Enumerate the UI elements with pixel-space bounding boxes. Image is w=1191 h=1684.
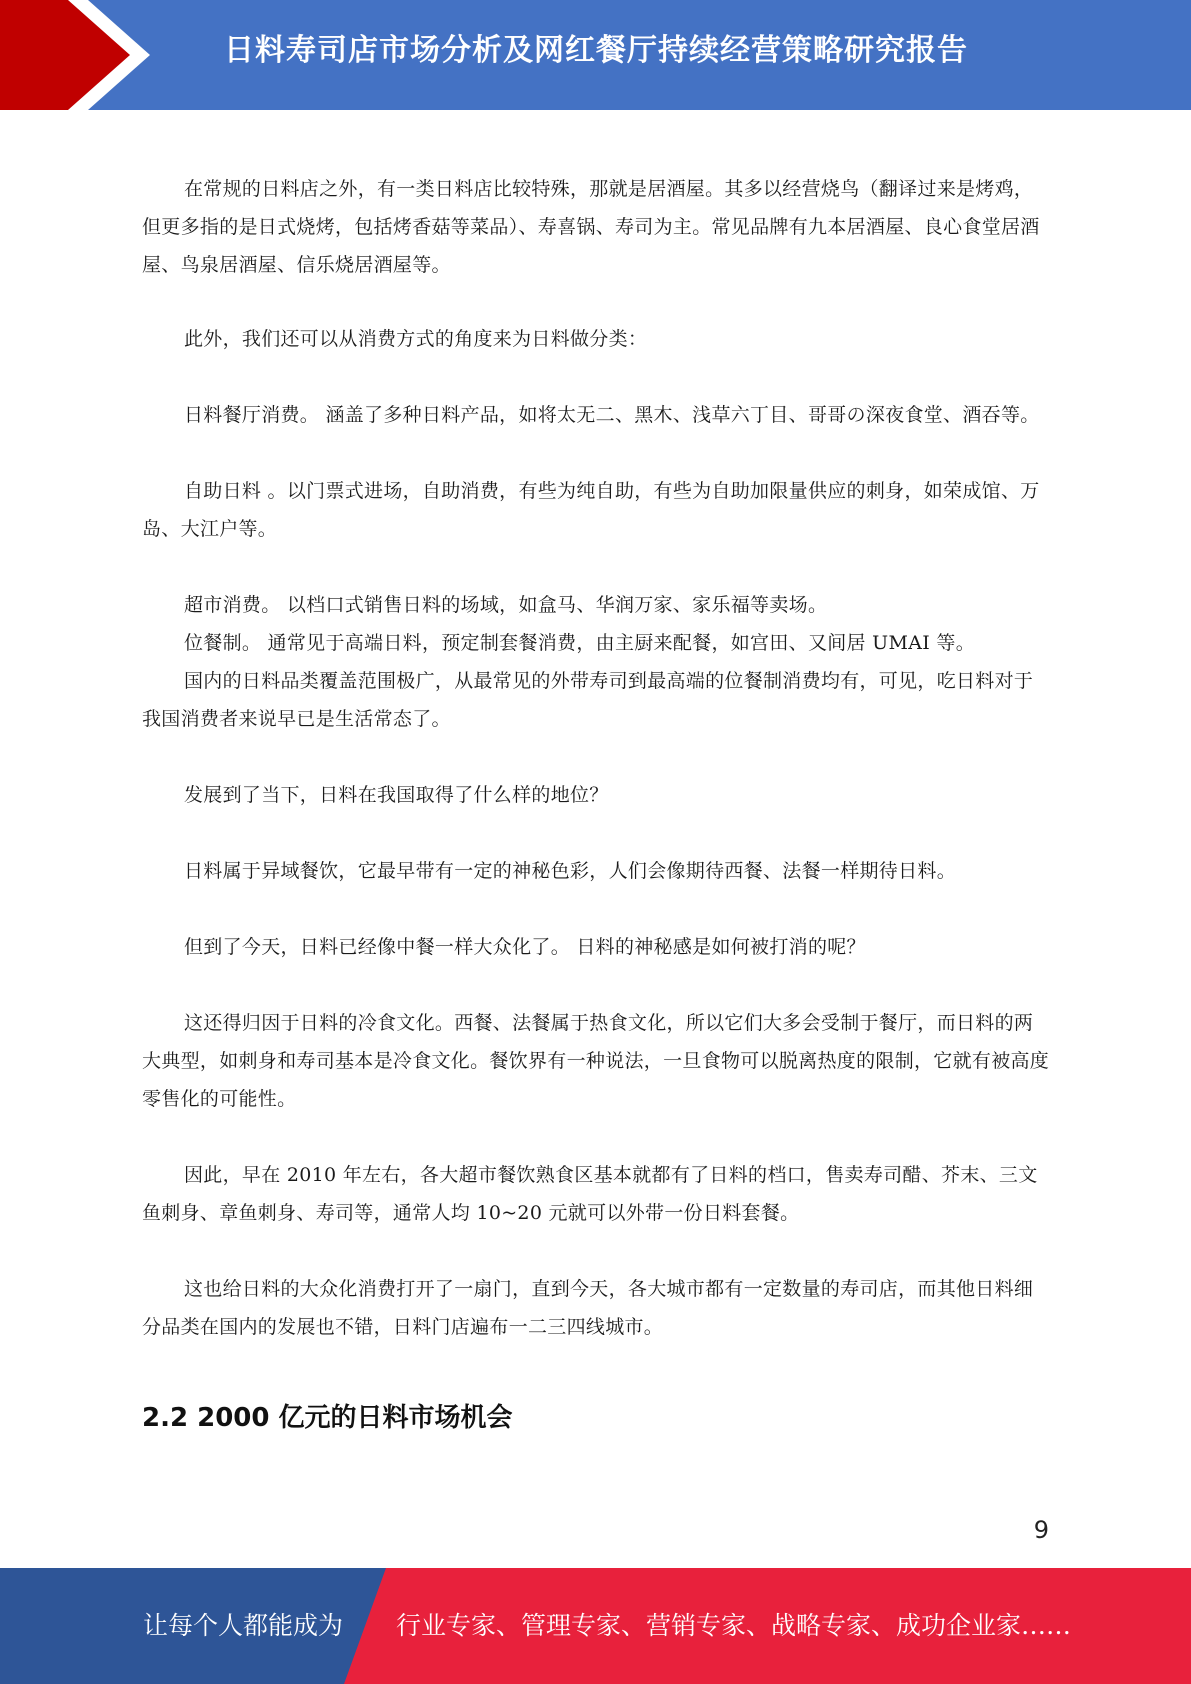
paragraph-omakase: 位餐制。 通常见于高端日料，预定制套餐消费，由主厨来配餐，如宫田、又间居 UMAI 等。 (184, 632, 976, 654)
paragraph-supermarket-history: 因此，早在 2010 年左右，各大超市餐饮熟食区基本就都有了日料的档口，售卖寿司醋、芥末、三文鱼刺身、章鱼刺身、寿司等，通常人均 10~20 元就可以外带一份日料套餐。 (142, 1164, 1038, 1224)
paragraph-status-question: 发展到了当下，日料在我国取得了什么样的地位？ (184, 784, 609, 806)
paragraph-cold-food: 这还得归因于日料的冷食文化。西餐、法餐属于热食文化，所以它们大多会受制于餐厅，而日料的两大典型，如刺身和寿司基本是冷食文化。餐饮界有一种说法，一旦食物可以脱离热度的限制，它就有被高度零售化的可能性。 (142, 1012, 1050, 1110)
page-footer (0, 1568, 1191, 1684)
footer-slogan-right: 行业专家、管理专家、营销专家、战略专家、成功企业家…… (396, 1611, 1072, 1640)
paragraph-mass-consumption: 这也给日料的大众化消费打开了一扇门，直到今天，各大城市都有一定数量的寿司店，而其他日料细分品类在国内的发展也不错，日料门店遍布一二三四线城市。 (142, 1278, 1034, 1338)
paragraph-classification-intro: 此外，我们还可以从消费方式的角度来为日料做分类： (184, 328, 648, 350)
document-title: 日料寿司店市场分析及网红餐厅持续经营策略研究报告 (224, 33, 968, 68)
paragraph-exotic: 日料属于异域餐饮，它最早带有一定的神秘色彩，人们会像期待西餐、法餐一样期待日料。 (184, 860, 957, 882)
section-heading: 2.2 2000 亿元的日料市场机会 (142, 1403, 513, 1433)
paragraph-buffet: 自助日料 。以门票式进场，自助消费，有些为纯自助，有些为自助加限量供应的刺身，如荣成馆、万岛、大江户等。 (142, 480, 1040, 540)
paragraph-coverage: 国内的日料品类覆盖范围极广，从最常见的外带寿司到最高端的位餐制消费均有，可见，吃日料对于我国消费者来说早已是生活常态了。 (142, 670, 1034, 730)
paragraph-supermarket: 超市消费。 以档口式销售日料的场域，如盒马、华润万家、家乐福等卖场。 (184, 594, 828, 616)
page-number: 9 (1033, 1516, 1049, 1544)
page-header (0, 0, 1191, 110)
paragraph-popularized: 但到了今天，日料已经像中餐一样大众化了。 日料的神秘感是如何被打消的呢？ (184, 936, 866, 958)
paragraph-restaurant-consumption: 日料餐厅消费。 涵盖了多种日料产品，如将太无二、黑木、浅草六丁目、哥哥の深夜食堂、酒吞等。 (184, 404, 1040, 426)
footer-slogan-left: 让每个人都能成为 (143, 1611, 344, 1640)
paragraph-izakaya: 在常规的日料店之外，有一类日料店比较特殊，那就是居酒屋。其多以经营烧鸟（翻译过来是烤鸡，但更多指的是日式烧烤，包括烤香菇等菜品）、寿喜锅、寿司为主。常见品牌有九本居酒屋、良心食堂居酒屋、鸟泉居酒屋、信乐烧居酒屋等。 (142, 178, 1040, 276)
